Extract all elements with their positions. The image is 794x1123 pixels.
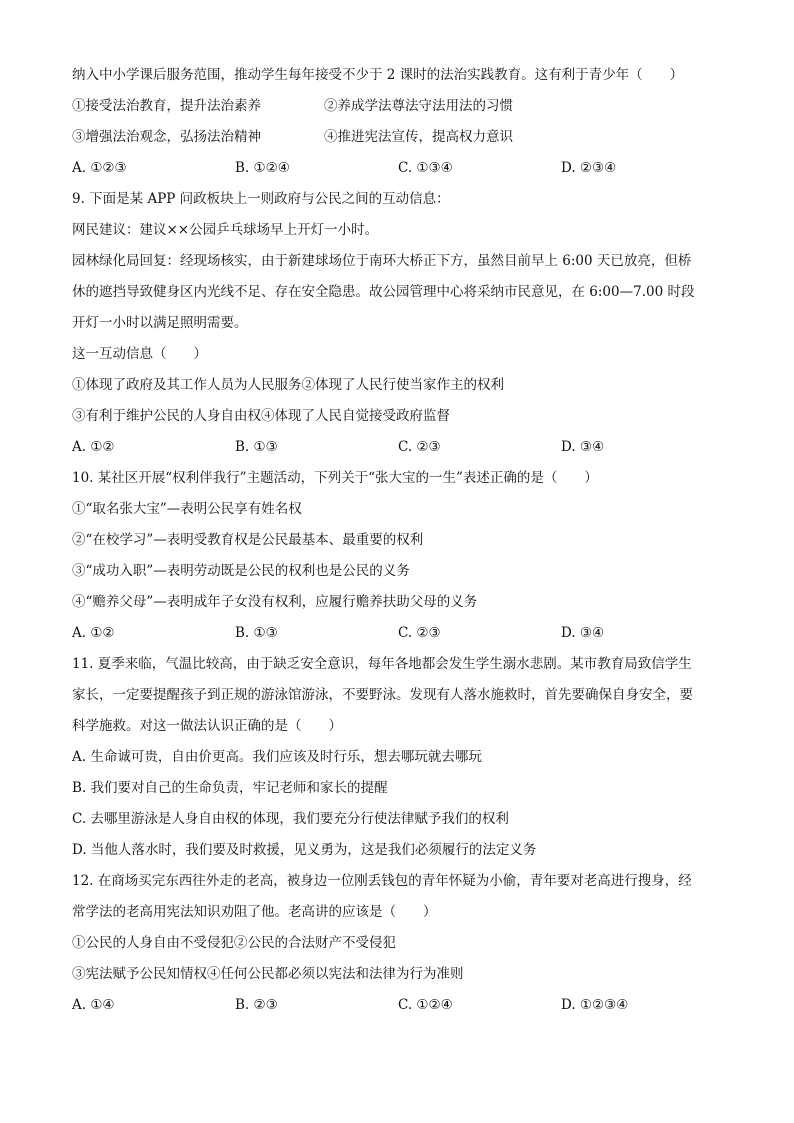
- q10-option-a: A. ①②: [72, 625, 115, 641]
- exam-page: [72, 60, 732, 1021]
- q8-options: [72, 153, 732, 184]
- q11-stem-line-2: 家长，一定要提醒孩子到正规的游泳馆游泳，不要野泳。发现有人落水施救时，首先要确保自身安全，要: [72, 687, 693, 703]
- q12-stem-line-1: 12. 在商场买完东西往外走的老高，被身边一位刚丢钱包的青年怀疑为小偷，青年要对老高进行搜身，经: [72, 873, 692, 889]
- q8-statements-row-2: [72, 122, 732, 153]
- q10-statement-2: ②“在校学习”—表明受教育权是公民最基本、最重要的权利: [72, 532, 424, 548]
- q10-statement-4: ④“赡养父母”—表明成年子女没有权利，应履行赡养扶助父母的义务: [72, 594, 478, 610]
- q9-options: [72, 432, 732, 463]
- q9-reply-line-3: 开灯一小时以满足照明需要。: [72, 315, 248, 331]
- q12-statements-1: ①公民的人身自由不受侵犯②公民的合法财产不受侵犯: [72, 935, 396, 951]
- q8-statement-1: ①接受法治教育，提升法治素养: [72, 98, 261, 114]
- q8-statement-4: ④推进宪法宣传，提高权力意识: [324, 129, 513, 145]
- q12-option-c: C. ①②④: [398, 997, 453, 1013]
- q8-option-a: A. ①②③: [72, 160, 127, 176]
- q11-choice-c: C. 去哪里游泳是人身自由权的体现，我们要充分行使法律赋予我们的权利: [72, 811, 509, 827]
- question-9: [72, 184, 732, 463]
- q9-statements-1: ①体现了政府及其工作人员为人民服务②体现了人民行使当家作主的权利: [72, 377, 504, 393]
- question-8: [72, 60, 732, 184]
- q9-reply-line-2: 休的遮挡导致健身区内光线不足、存在安全隐患。故公园管理中心将采纳市民意见，在 6:00—7.00 时段: [72, 284, 695, 300]
- q11-stem-line-1: 11. 夏季来临，气温比较高，由于缺乏安全意识，每年各地都会发生学生溺水悲剧。某市教育局致信学生: [72, 656, 692, 672]
- question-11: [72, 649, 732, 866]
- q10-statement-1: ①“取名张大宝”—表明公民享有姓名权: [72, 501, 302, 517]
- question-10: [72, 463, 732, 649]
- q9-option-d: D. ③④: [561, 439, 605, 455]
- q9-question: 这一互动信息（ ）: [72, 346, 207, 362]
- q12-statements-2: ③宪法赋予公民知情权④任何公民都必须以宪法和法律为行为准则: [72, 966, 464, 982]
- q11-choice-b: B. 我们要对自己的生命负责，牢记老师和家长的提醒: [72, 780, 388, 796]
- q12-option-a: A. ①④: [72, 997, 115, 1013]
- q8-option-b: B. ①②④: [235, 160, 290, 176]
- q11-choice-d: D. 当他人落水时，我们要及时救援，见义勇为，这是我们必须履行的法定义务: [72, 842, 537, 858]
- q8-option-c: C. ①③④: [398, 160, 453, 176]
- q9-stem: 9. 下面是某 APP 问政板块上一则政府与公民之间的互动信息：: [72, 191, 450, 207]
- q8-stem: 纳入中小学课后服务范围，推动学生每年接受不少于 2 课时的法治实践教育。这有利于青少年（ ）: [72, 67, 684, 83]
- q8-statement-2: ②养成学法尊法守法用法的习惯: [324, 98, 513, 114]
- q10-option-d: D. ③④: [561, 625, 605, 641]
- q12-option-b: B. ②③: [235, 997, 278, 1013]
- q8-statement-3: ③增强法治观念，弘扬法治精神: [72, 129, 261, 145]
- q10-statement-3: ③“成功入职”—表明劳动既是公民的权利也是公民的义务: [72, 563, 410, 579]
- q11-choice-a: A. 生命诚可贵，自由价更高。我们应该及时行乐，想去哪玩就去哪玩: [72, 749, 482, 765]
- q10-options: [72, 618, 732, 649]
- q9-reply-line-1: 园林绿化局回复：经现场核实，由于新建球场位于南环大桥正下方，虽然目前早上 6:00 天已放亮，但桥: [72, 253, 692, 269]
- q12-stem-line-2: 常学法的老高用宪法知识劝阻了他。老高讲的应该是（ ）: [72, 904, 437, 920]
- q10-option-b: B. ①③: [235, 625, 278, 641]
- q12-option-d: D. ①②③④: [561, 997, 629, 1013]
- q11-stem-line-3: 科学施救。对这一做法认识正确的是（ ）: [72, 718, 342, 734]
- q10-option-c: C. ②③: [398, 625, 441, 641]
- q9-option-c: C. ②③: [398, 439, 441, 455]
- q9-option-b: B. ①③: [235, 439, 278, 455]
- q8-statements-row-1: [72, 91, 732, 122]
- q8-option-d: D. ②③④: [561, 160, 617, 176]
- q9-option-a: A. ①②: [72, 439, 115, 455]
- q9-netizen: 网民建议：建议××公园乒乓球场早上开灯一小时。: [72, 222, 379, 238]
- q12-options: [72, 990, 732, 1021]
- q9-statements-2: ③有利于维护公民的人身自由权④体现了人民自觉接受政府监督: [72, 408, 450, 424]
- q10-stem: 10. 某社区开展“权利伴我行”主题活动，下列关于“张大宝的一生”表述正确的是（ ）: [72, 470, 598, 486]
- question-12: [72, 866, 732, 1021]
